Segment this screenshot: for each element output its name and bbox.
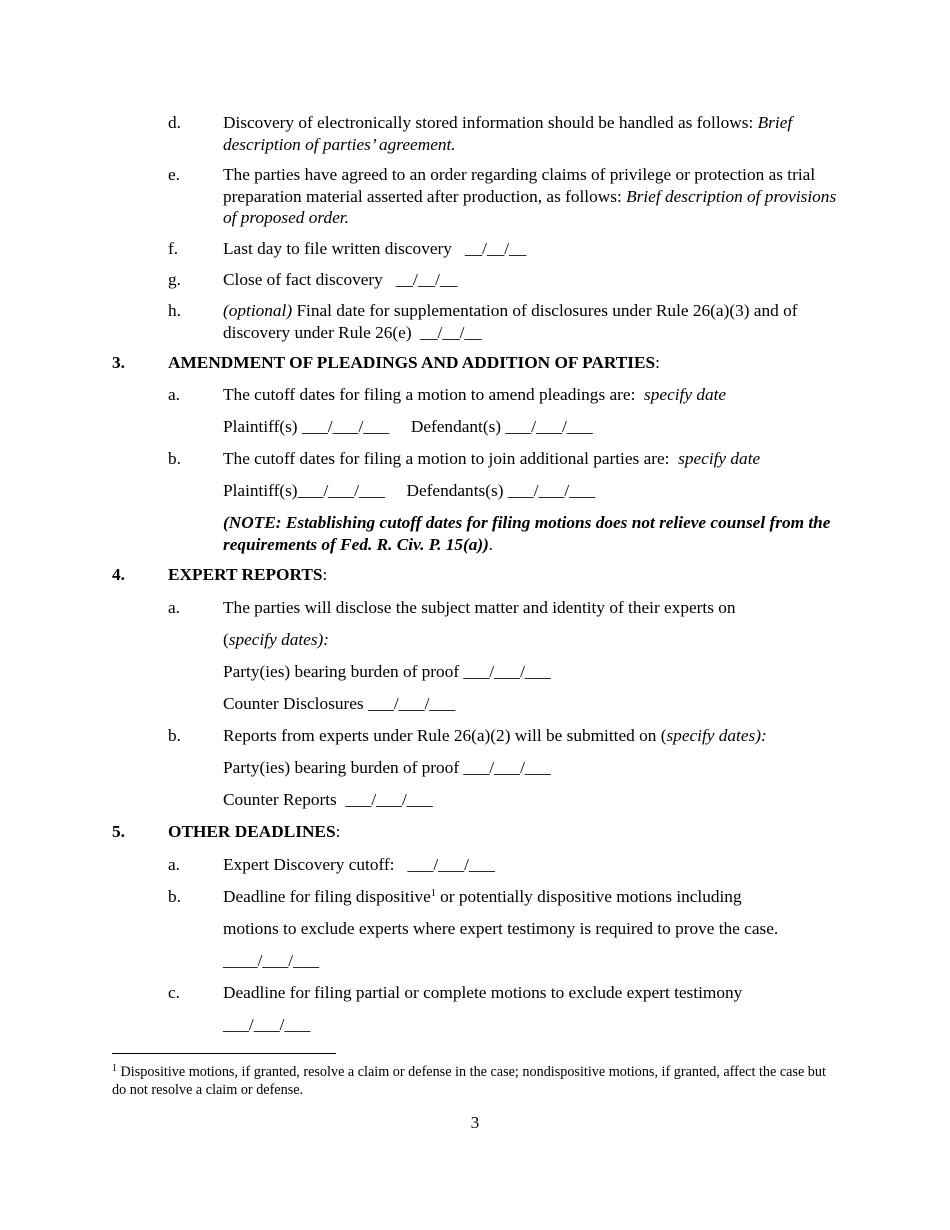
item-text: The parties will disclose the subject matter and identity of their experts on	[223, 598, 736, 617]
date-field: ___/___/___	[223, 1015, 311, 1034]
section-title: OTHER DEADLINES:	[168, 822, 341, 841]
footnote: $^1$ Dispositive motions, if granted, resolve a claim or defense in the case; nondispositive motions, if granted, affect the case but do not resolve a claim or defense.	[112, 1063, 826, 1098]
item-text: Deadline for filing dispositive$^1$ or potentially dispositive motions including	[223, 887, 742, 906]
date-field: ____/___/___	[223, 951, 320, 970]
item-label: b.	[168, 726, 181, 745]
item-text: Last day to file written discovery __/__/__	[223, 239, 527, 258]
item-text: (optional) Final date for supplementation of disclosures under Rule 26(a)(3) and of discovery under Rule 26(e) __/__/__	[223, 301, 802, 342]
date-fields: Plaintiff(s) ___/___/___ Defendant(s) ___/___/___	[223, 417, 593, 436]
item-label: f.	[168, 239, 179, 258]
date-field: Party(ies) bearing burden of proof ___/___/___	[223, 758, 551, 777]
item-text: Discovery of electronically stored information should be handled as follows: Brief description of parties’ agreement.	[223, 113, 793, 154]
item-label: a.	[168, 855, 180, 874]
item-text: The cutoff dates for filing a motion to join additional parties are: specify date	[223, 449, 761, 468]
item-text: Reports from experts under Rule 26(a)(2) will be submitted on (specify dates):	[223, 726, 767, 745]
section-title: EXPERT REPORTS:	[168, 565, 328, 584]
item-label: c.	[168, 983, 180, 1002]
footnote-ref: 1	[430, 888, 436, 899]
item-label: a.	[168, 598, 180, 617]
item-label: b.	[168, 887, 181, 906]
item-text: Close of fact discovery __/__/__	[223, 270, 458, 289]
item-label: a.	[168, 385, 180, 404]
section-number: 3.	[112, 353, 125, 372]
section-title: AMENDMENT OF PLEADINGS AND ADDITION OF PARTIES:	[168, 353, 660, 372]
item-label: e.	[168, 165, 180, 184]
footnote-marker: 1	[112, 1063, 117, 1074]
date-field: Counter Disclosures ___/___/___	[223, 694, 456, 713]
item-label: g.	[168, 270, 181, 289]
item-text: motions to exclude experts where expert testimony is required to prove the case.	[223, 919, 779, 938]
item-text: The parties have agreed to an order regarding claims of privilege or protection as trial preparation material asserted after production, as follows: Brief description of provisions of proposed order.	[223, 165, 837, 227]
item-text: Deadline for filing partial or complete motions to exclude expert testimony	[223, 983, 743, 1002]
note-text: (NOTE: Establishing cutoff dates for filing motions does not relieve counsel from the requirements of Fed. R. Civ. P. 15(a)).	[223, 513, 831, 554]
specify-dates: (specify dates):	[223, 630, 330, 649]
footnote-divider	[112, 1053, 336, 1054]
page-number: 3	[470, 1113, 480, 1132]
item-label: h.	[168, 301, 181, 320]
item-text: The cutoff dates for filing a motion to amend pleadings are: specify date	[223, 385, 727, 404]
date-field: Counter Reports ___/___/___	[223, 790, 433, 809]
date-fields: Plaintiff(s)___/___/___ Defendants(s) ___/___/___	[223, 481, 596, 500]
item-label: b.	[168, 449, 181, 468]
item-label: d.	[168, 113, 181, 132]
item-text: Expert Discovery cutoff: ___/___/___	[223, 855, 495, 874]
section-number: 5.	[112, 822, 125, 841]
date-field: Party(ies) bearing burden of proof ___/___/___	[223, 662, 551, 681]
section-number: 4.	[112, 565, 125, 584]
